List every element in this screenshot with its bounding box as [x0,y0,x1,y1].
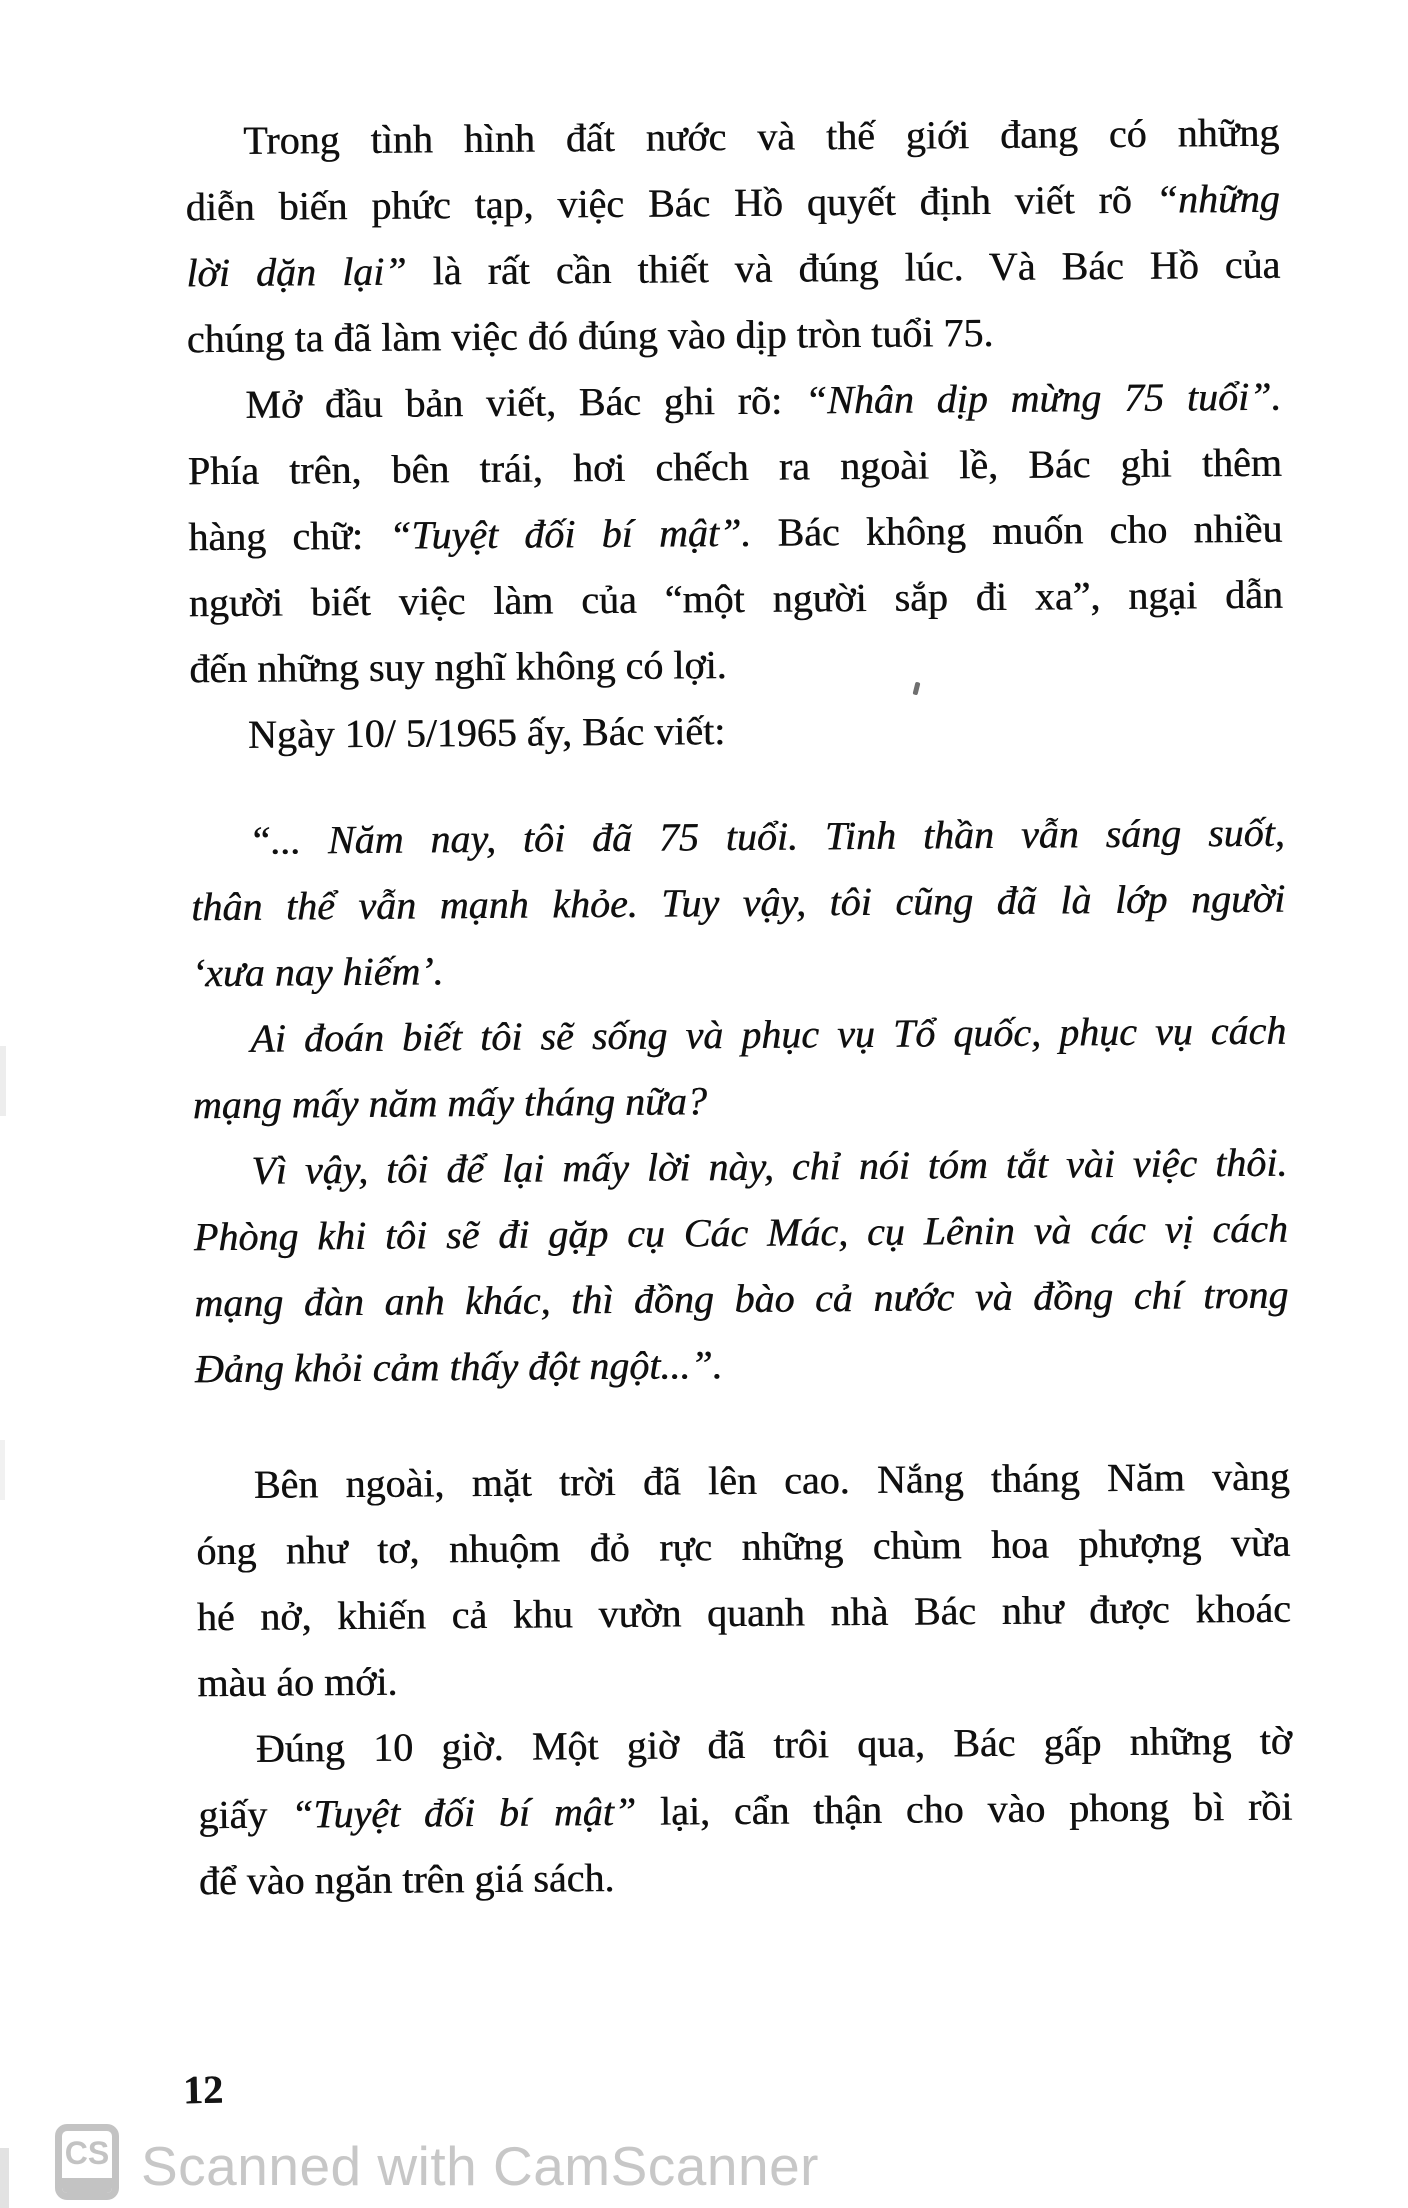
paragraph [187,364,1284,703]
paragraph [190,800,1286,1007]
text-segment: lại, cẩn thận cho vào phong bì rồi [635,1783,1293,1834]
text-segment: Mở đầu bản viết, Bác ghi rõ: [245,377,805,427]
text-segment: giấy [198,1791,292,1838]
text-line [191,932,1285,1007]
text-line [199,1840,1293,1915]
text-line [188,430,1282,505]
scan-edge-smudge [0,1046,6,1116]
text-segment: đến những suy nghĩ không có lợi. [189,642,727,692]
text-segment: Phòng khi tôi sẽ đi gặp cụ Các Mác, cụ Lênin và các vị cách [193,1205,1288,1260]
text-segment: “Nhân dịp mừng 75 tuổi”. [804,373,1282,423]
text-segment: chúng ta đã làm việc đó đúng vào dịp tròn tuổi 75. [186,309,994,362]
text-line [194,1196,1288,1271]
scan-edge-smudge [0,2148,9,2208]
text-line [185,166,1279,241]
text-line [193,1130,1287,1205]
page-text-block [185,100,1293,1915]
text-segment: thân thể vẫn mạnh khỏe. Tuy vậy, tôi cũng đã là lớp người [191,875,1286,930]
text-segment: “Tuyệt đối bí mật” [290,1788,637,1837]
text-line [186,232,1280,307]
camscanner-logo-letters: CS [64,2135,110,2171]
text-segment: mạng đàn anh khác, thì đồng bào cả nước và đồng chí trong [194,1271,1289,1326]
text-line [198,1774,1292,1849]
text-line [190,694,1284,769]
text-segment: “... Năm nay, tôi đã 75 tuổi. Tinh thần vẫn sáng suốt, [248,809,1285,863]
text-line [190,800,1284,875]
text-line [197,1576,1291,1651]
camscanner-logo-bar [62,2178,112,2193]
text-line [189,562,1283,637]
text-line [189,628,1283,703]
paragraph [195,1444,1291,1717]
text-segment: “những [1155,175,1280,222]
text-line [198,1708,1292,1783]
scan-edge-smudge [0,1440,5,1500]
text-line [187,364,1281,439]
text-line [196,1510,1290,1585]
text-segment: Bên ngoài, mặt trời đã lên cao. Nắng tháng Năm vàng [253,1453,1290,1507]
paragraph [192,998,1287,1139]
text-segment: Phía trên, bên trái, hơi chếch ra ngoài lề, Bác ghi thêm [187,439,1282,494]
text-segment: Ai đoán biết tôi sẽ sống và phục vụ Tổ quốc, phục vụ cách [250,1007,1287,1061]
text-line [195,1328,1289,1403]
text-segment: màu áo mới. [197,1658,398,1706]
text-segment: “Tuyệt đối bí mật”. [388,509,752,558]
paragraph [185,100,1281,373]
text-segment: diễn biến phức tạp, việc Bác Hồ quyết định viết rõ [185,176,1156,230]
text-line [192,1064,1286,1139]
text-segment: hé nở, khiến cả khu vườn quanh nhà Bác như được khoác [196,1585,1291,1640]
text-line [194,1262,1288,1337]
text-line [192,998,1286,1073]
text-line [185,100,1279,175]
paragraph [190,694,1284,769]
text-segment: hàng chữ: [188,512,390,560]
text-segment: Vì vậy, tôi để lại mấy lời này, chỉ nói tóm tắt vài việc thôi. [251,1139,1288,1193]
camscanner-watermark-text: Scanned with CamScanner [141,2135,819,2197]
text-segment: Ngày 10/ 5/1965 ấy, Bác viết: [247,708,726,757]
paragraph [198,1708,1294,1915]
text-segment: ‘xưa nay hiếm’. [191,948,444,996]
text-segment: để vào ngăn trên giá sách. [198,1855,615,1904]
text-segment: Đảng khỏi cảm thấy đột ngột...”. [194,1342,723,1392]
camscanner-logo-icon [55,2124,119,2200]
text-line [186,298,1280,373]
text-segment: là rất cần thiết và đúng lúc. Và Bác Hồ của [406,241,1281,294]
paragraph [193,1130,1289,1403]
text-segment: mạng mấy năm mấy tháng nữa? [192,1078,707,1128]
text-line [191,866,1285,941]
text-line [197,1642,1291,1717]
page-number: 12 [182,2066,224,2113]
text-line [195,1444,1289,1519]
text-segment: lời dặn lại” [186,248,407,296]
text-segment: Đúng 10 giờ. Một giờ đã trôi qua, Bác gấp những tờ [255,1717,1292,1771]
text-segment: óng như tơ, nhuộm đỏ rực những chùm hoa phượng vừa [196,1519,1291,1574]
text-line [188,496,1282,571]
text-segment: người biết việc làm của “một người sắp đi xa”, ngại dẫn [188,571,1283,626]
text-segment: Bác không muốn cho nhiều [750,505,1283,555]
text-segment: Trong tình hình đất nước và thế giới đang có những [243,109,1280,163]
